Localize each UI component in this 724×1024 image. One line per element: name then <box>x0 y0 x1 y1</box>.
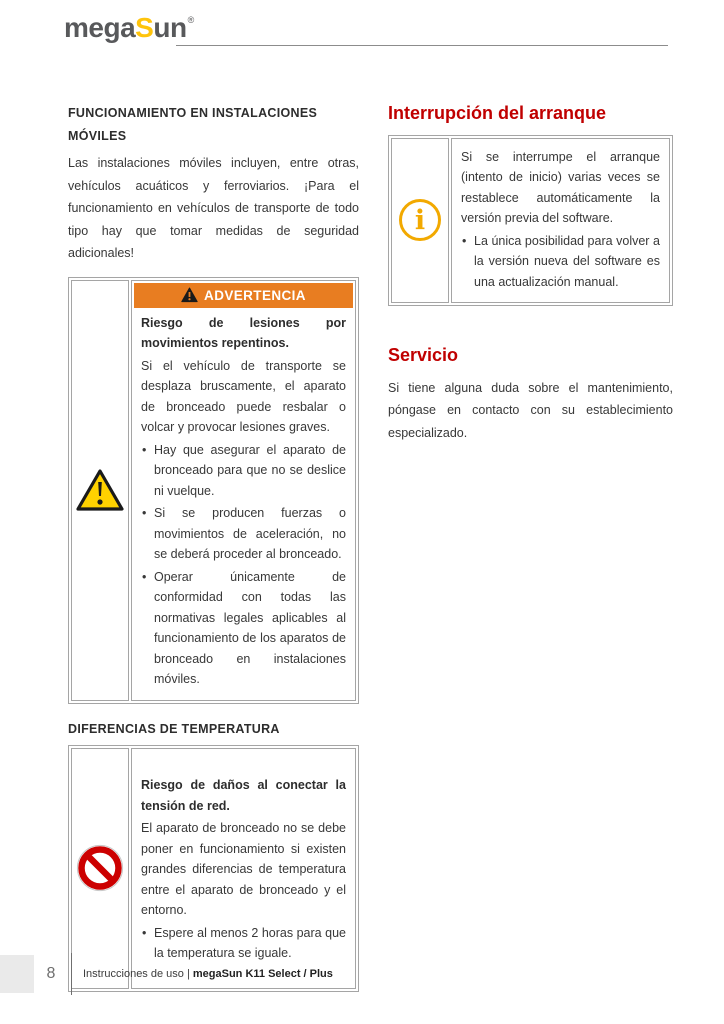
svg-text:i: i <box>414 205 426 237</box>
service-paragraph: Si tiene alguna duda sobre el mantenimiento, póngase en contacto con su establecimiento especializado. <box>388 380 673 440</box>
prohibition-body: El aparato de bronceado no se debe poner en funcionamiento si existen grandes diferencias de temperatura entre el aparato de bronceado y el entorno. <box>141 821 346 917</box>
header-rule <box>176 45 668 46</box>
warning-bullet-3: • Operar únicamente de conformidad con todas las normativas legales aplicables al funcionamiento de los aparatos de bronceado en instalaciones móviles. <box>141 567 346 690</box>
section-heading-startup-interruption: Interrupción del arranque <box>388 103 607 123</box>
info-text <box>452 139 669 303</box>
warning-icon-cell <box>71 280 129 701</box>
warning-text <box>132 310 355 700</box>
warning-body: Si el vehículo de transporte se desplaza bruscamente, el aparato de bronceado puede resbalar o volcar y provocar lesiones graves. <box>141 358 346 434</box>
section-heading-temperature-differences: DIFERENCIAS DE TEMPERATURA <box>68 721 280 736</box>
advertencia-bar <box>134 283 353 308</box>
advertencia-label: ADVERTENCIA <box>204 287 306 303</box>
page-footer <box>0 950 724 998</box>
info-icon <box>397 197 443 243</box>
intro-paragraph: Las instalaciones móviles incluyen, entre otras, vehículos acuáticos y ferroviarios. ¡Para el funcionamiento en vehículos de transporte de todo tipo hay que tomar medidas de seguridad adicionales! <box>68 156 359 260</box>
footer-divider <box>71 953 72 995</box>
footer-text <box>83 968 333 980</box>
right-column <box>388 102 673 456</box>
logo-text-un: un <box>153 12 187 43</box>
warning-triangle-icon <box>75 467 125 513</box>
warning-title: Riesgo de lesiones por movimientos repentinos. <box>141 315 346 350</box>
warning-bullet-1: • Hay que asegurar el aparato de bronceado para que no se deslice ni vuelque. <box>141 440 346 502</box>
warning-bullet-2: • Si se producen fuerzas o movimientos de aceleración, no se deberá proceder al bronceado. <box>141 503 346 565</box>
info-icon-cell <box>391 138 449 304</box>
prohibition-bullet-1: • Espere al menos 2 horas para que la temperatura se iguale. <box>141 923 346 964</box>
info-box <box>388 135 673 307</box>
logo-text-mega: mega <box>64 12 136 43</box>
registered-mark: ® <box>187 15 194 25</box>
info-body: Si se interrumpe el arranque (intento de inicio) varias veces se restablece automáticamente la versión previa del software. <box>461 149 660 225</box>
footer-doc-title: megaSun K11 Select / Plus <box>192 968 333 980</box>
info-bullet-1: • La única posibilidad para volver a la versión nueva del software es una actualización manual. <box>461 231 660 293</box>
warning-box <box>68 277 359 704</box>
warning-content-cell <box>131 280 356 701</box>
megasun-logo <box>64 12 194 44</box>
prohibition-icon <box>76 844 124 892</box>
section-heading-mobile-installations: FUNCIONAMIENTO EN INSTALACIONES MÓVILES <box>68 106 318 143</box>
advertencia-triangle-icon <box>181 287 198 303</box>
info-content-cell <box>451 138 670 304</box>
page-number: 8 <box>46 965 56 982</box>
footer-doc-label: Instrucciones de uso | <box>83 968 190 980</box>
logo-text-s: S <box>135 12 154 43</box>
prohibition-title: Riesgo de daños al conectar la tensión de red. <box>141 778 346 813</box>
footer-gray-block <box>0 955 34 993</box>
left-column <box>68 102 359 1006</box>
section-heading-service: Servicio <box>388 345 459 365</box>
